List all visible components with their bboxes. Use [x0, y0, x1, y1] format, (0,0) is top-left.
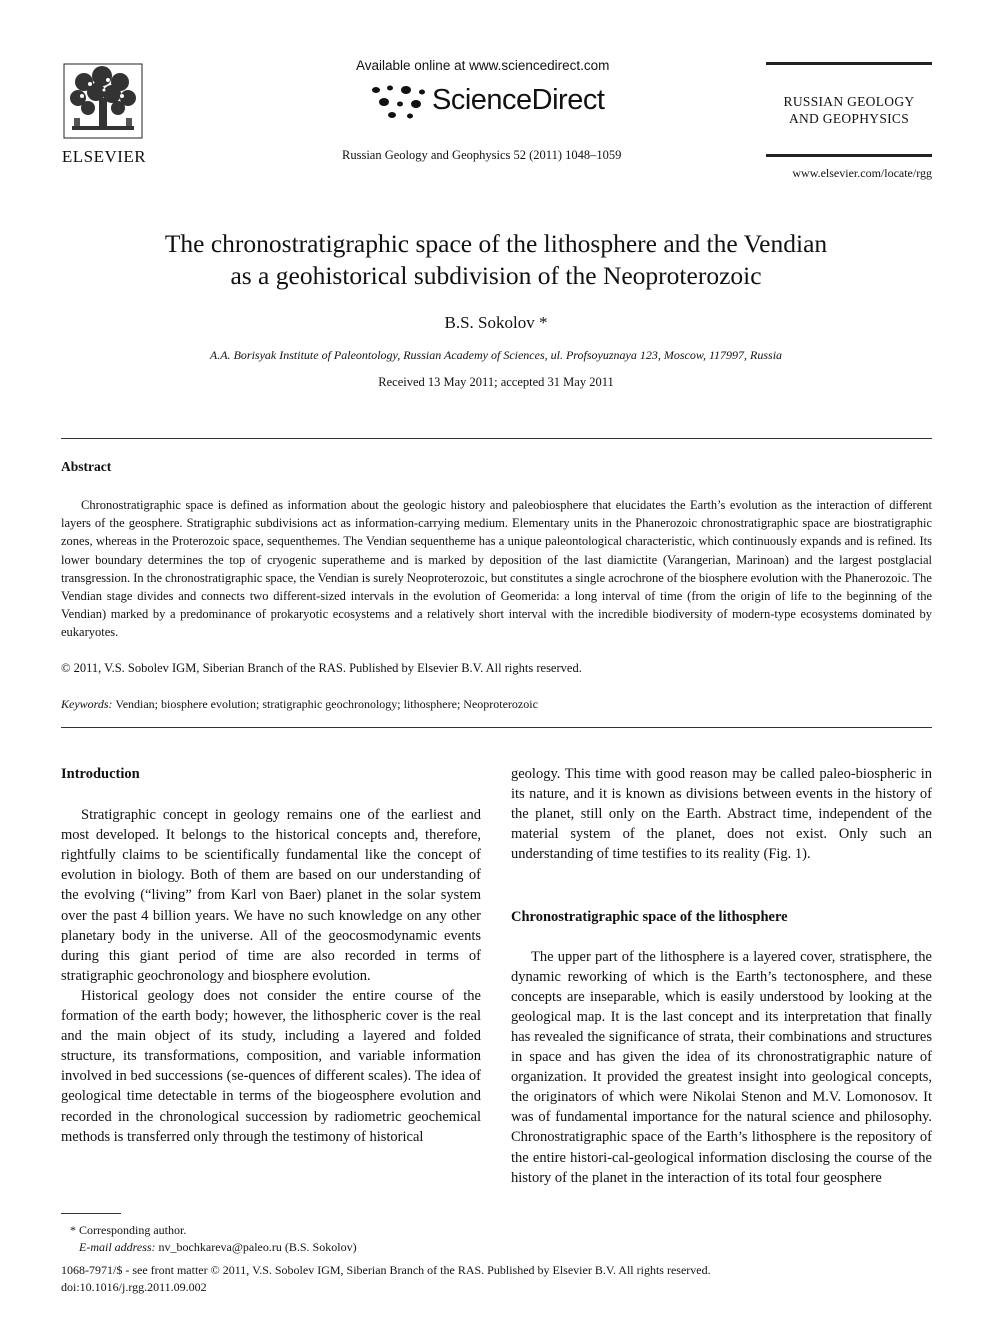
- body-column-right: [511, 764, 932, 1188]
- article-title-line1: The chronostratigraphic space of the lithosphere and the Vendian: [164, 229, 828, 258]
- footnote: [61, 1222, 357, 1256]
- email-label: E-mail address:: [79, 1240, 156, 1254]
- journal-title-rule-bottom: [766, 154, 932, 157]
- body-column-left: [61, 764, 481, 1147]
- keywords: [61, 697, 538, 712]
- sciencedirect-logo[interactable]: [370, 82, 630, 122]
- abstract-copyright: © 2011, V.S. Sobolev IGM, Siberian Branch of the RAS. Published by Elsevier B.V. All rights reserved.: [61, 661, 582, 675]
- paragraph: geology. This time with good reason may be called paleo-biospheric in its nature, and it is known as divisions between events in the history of the planet, still only on the Earth. Abstract time, independent of the material system of the planet, does not exist. Only such an understanding of time testifies to its reality (Fig. 1).: [511, 766, 932, 863]
- abstract-heading: Abstract: [61, 459, 112, 474]
- sciencedirect-available-text[interactable]: Available online at www.sciencedirect.com: [356, 58, 610, 73]
- article-title: [60, 228, 932, 292]
- sciencedirect-dots-icon: [370, 82, 430, 122]
- footer-doi[interactable]: doi:10.1016/j.rgg.2011.09.002: [61, 1280, 207, 1294]
- footnote-rule: [61, 1213, 121, 1214]
- keywords-list: Vendian; biosphere evolution; stratigraphic geochronology; lithosphere; Neoproterozoic: [115, 697, 538, 711]
- paragraph: The upper part of the lithosphere is a layered cover, stratisphere, the dynamic reworking of which is the Earth’s tectonosphere, and these concepts are inseparable, which is easily understood by looking at the geological map. It is the last concept and its interpretation that finally has revealed the significance of strata, their combinations and structures in space and has given the idea of its chronostratigraphic nature of organization. It provided the greatest insight into geological concepts, the originators of which were Nikolai Stenon and M.V. Lomonosov. It was of fundamental importance for the natural science and philosophy. Chronostratigraphic space of the Earth’s lithosphere is the repository of the entire histori-cal-geological information disclosing the course of the history of the planet in the interaction of its total four geosphere: [511, 948, 932, 1186]
- journal-title: [766, 93, 932, 127]
- elsevier-logo: [58, 62, 150, 166]
- paragraph: Stratigraphic concept in geology remains one of the earliest and most developed. It belongs to the historical concepts and, therefore, rightfully claims to be scientifically fundamental like the concept of evolution in biology. Both of them are based on our understanding of the evolving (“living” from Karl von Baer) planet in the solar system over the past 4 billion years. We have no such knowledge on any other planetary body in the universe. All of the geocosmodynamic events during this giant period of time are also recorded in terms of stratigraphic geochronology and biosphere evolution.: [61, 807, 481, 984]
- journal-citation: Russian Geology and Geophysics 52 (2011) 1048–1059: [342, 148, 622, 162]
- keywords-label: Keywords:: [61, 697, 113, 711]
- sciencedirect-brand: ScienceDirect: [432, 84, 605, 116]
- publisher-name: ELSEVIER: [61, 147, 147, 166]
- footer-front-matter: 1068-7971/$ - see front matter © 2011, V.S. Sobolev IGM, Siberian Branch of the RAS. Published by Elsevier B.V. All rights reserved.: [61, 1263, 711, 1277]
- elsevier-tree-icon: [62, 62, 144, 140]
- paragraph: Historical geology does not consider the entire course of the formation of the earth body; however, the lithospheric cover is the real and the main object of its study, including a layered and folded structure, its transformations, composition, and variable information involved in bed successions (se-quences of different scales). The idea of geological time detectable in terms of the biogeosphere evolution and recorded in the chronological succession by radiometric geochemical methods is transferred only through the testimony of historical: [61, 987, 481, 1145]
- footnote-corresponding: * Corresponding author.: [61, 1222, 357, 1239]
- received-dates: Received 13 May 2011; accepted 31 May 2011: [378, 375, 614, 389]
- page-footer: [61, 1262, 711, 1296]
- divider-top: [61, 438, 932, 439]
- journal-title-rule-top: [766, 62, 932, 65]
- author-affiliation: A.A. Borisyak Institute of Paleontology, Russian Academy of Sciences, ul. Profsoyuznaya 123, Moscow, 117997, Russia: [209, 348, 783, 362]
- article-title-line2: as a geohistorical subdivision of the Neoproterozoic: [230, 261, 762, 290]
- article-author[interactable]: B.S. Sokolov *: [444, 313, 548, 332]
- footnote-email: [61, 1239, 357, 1256]
- email-address[interactable]: nv_bochkareva@paleo.ru (B.S. Sokolov): [158, 1240, 357, 1254]
- journal-title-line2: AND GEOPHYSICS: [788, 111, 910, 126]
- divider-bottom: [61, 727, 932, 728]
- section-heading-introduction: Introduction: [61, 766, 140, 782]
- abstract-text: Chronostratigraphic space is defined as information about the geologic history and paleobiosphere that elucidates the Earth’s evolution as the interaction of different layers of the geosphere. Stratigraphic subdivisions act as information-carrying medium. Elementary units in the Phanerozoic chronostratigraphic space are biostratigraphic zones, whereas in the Proterozoic space, sequenthemes. The Vendian sequentheme has a unique paleontological characteristic, which continuously expands and is refined. Its lower boundary determines the top of cryogenic superatheme and is marked by deposition of the last diamictite (Varangerian, Marinoan) and the largest postglacial transgression. In the chronostratigraphic space, the Vendian is surely Neoproterozoic, but constitutes a single acrochrone of the biosphere evolution with the Phanerozoic. The Vendian stage divides and connects two different-sized intervals in the evolution of Geomerida: a long interval of time (from the origin of life to the beginning of the Vendian) marked by a predominance of prokaryotic ecosystems and a relatively short interval with the incredible biodiversity of modern-type ecosystems dominated by eukaryotes.: [61, 498, 932, 640]
- journal-title-line1: RUSSIAN GEOLOGY: [783, 94, 915, 109]
- section-heading-chronostratigraphic: Chronostratigraphic space of the lithosphere: [511, 909, 788, 926]
- journal-url[interactable]: www.elsevier.com/locate/rgg: [792, 166, 932, 180]
- footnote-star: *: [70, 1223, 76, 1237]
